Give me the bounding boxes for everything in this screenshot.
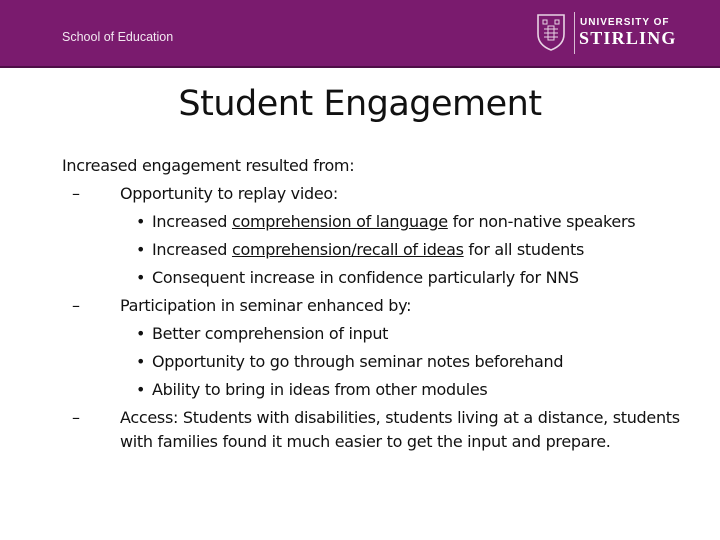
bullet-icon: •	[136, 268, 146, 287]
bullet-text: Consequent increase in confidence particularly for NNS	[152, 268, 579, 287]
section-replay	[62, 180, 702, 208]
bullet-text: Better comprehension of input	[152, 324, 389, 343]
bullet-text: for all students	[463, 240, 584, 259]
section-label: Participation in seminar enhanced by:	[120, 296, 412, 315]
bullet-text: Ability to bring in ideas from other modules	[152, 380, 488, 399]
list-item	[62, 320, 702, 348]
university-crest-icon	[536, 12, 566, 52]
bullet-text: Opportunity to go through seminar notes beforehand	[152, 352, 564, 371]
bullet-underlined: comprehension/recall of ideas	[231, 240, 464, 259]
list-item	[62, 264, 702, 292]
bullet-icon: •	[136, 240, 146, 259]
bullet-text: Increased	[152, 212, 232, 231]
section-seminar	[62, 292, 702, 320]
university-logo	[536, 10, 686, 56]
logo-university-of: UNIVERSITY OF	[580, 17, 670, 28]
section-label: Opportunity to replay video:	[120, 184, 338, 203]
bullet-icon: •	[136, 352, 146, 371]
bullet-icon: •	[136, 324, 146, 343]
slide-body	[62, 152, 702, 454]
dash-icon: –	[72, 184, 80, 203]
bullet-icon: •	[136, 380, 146, 399]
slide-title: Student Engagement	[178, 84, 542, 124]
bullet-text: for non-native speakers	[447, 212, 636, 231]
intro-line: Increased engagement resulted from:	[62, 156, 355, 175]
section-label: Access: Students with disabilities, students living at a distance, students with families found it much easier to get the input and prepare.	[120, 408, 680, 451]
bullet-underlined: comprehension of language	[231, 212, 448, 231]
logo-divider	[574, 12, 575, 54]
logo-stirling: STIRLING	[579, 28, 677, 48]
school-label: School of Education	[62, 30, 174, 44]
list-item	[62, 348, 702, 376]
bullet-icon: •	[136, 212, 146, 231]
list-item	[62, 208, 702, 236]
list-item	[62, 236, 702, 264]
list-item	[62, 376, 702, 404]
header-bar	[0, 0, 720, 68]
dash-icon: –	[72, 296, 80, 315]
dash-icon: –	[72, 408, 80, 427]
section-access	[62, 406, 702, 454]
bullet-text: Increased	[152, 240, 232, 259]
